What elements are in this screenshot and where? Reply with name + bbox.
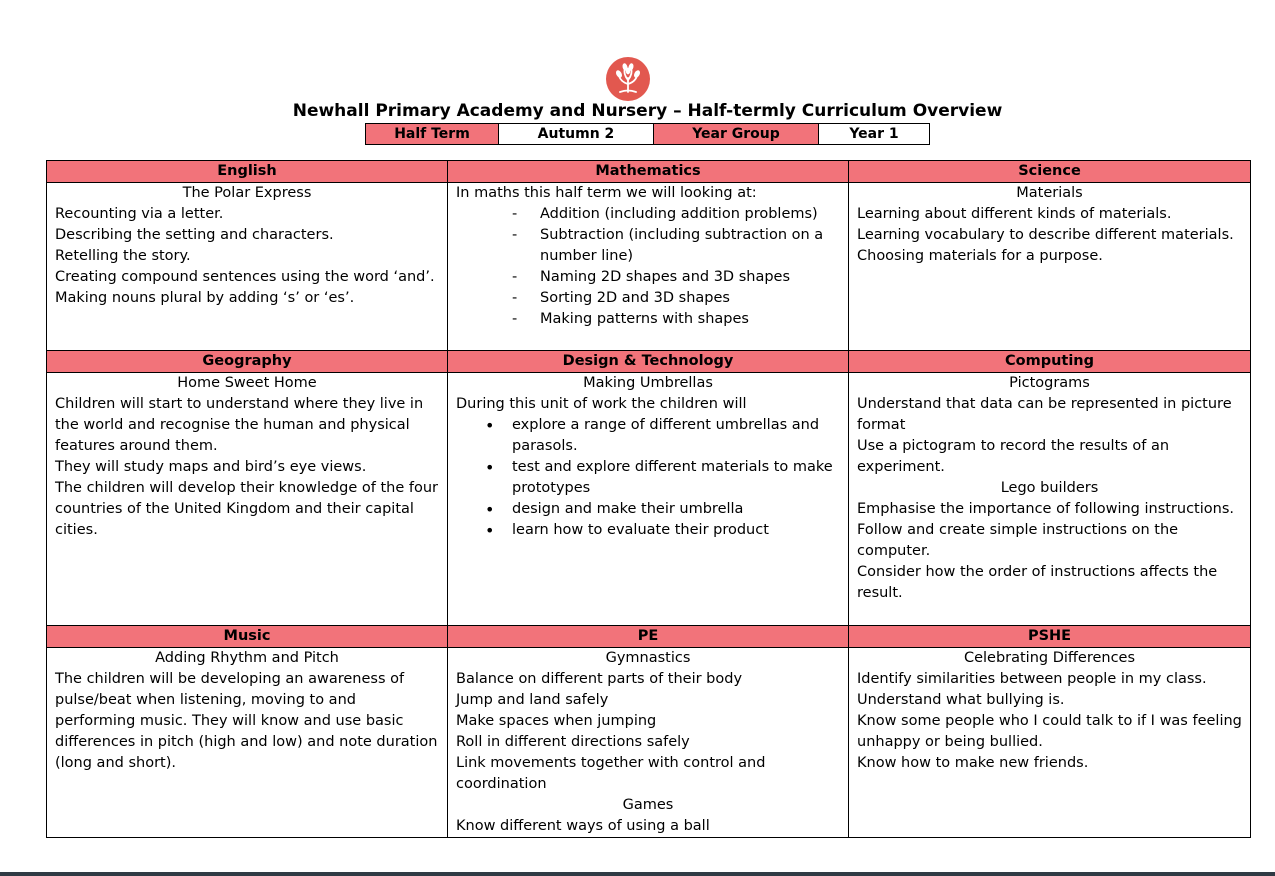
pe-line: Know different ways of using a ball <box>456 818 710 834</box>
dt-list <box>456 415 840 541</box>
school-logo-icon <box>605 56 651 102</box>
computing-line: Follow and create simple instructions on the computer. <box>857 522 1179 559</box>
page-title: Newhall Primary Academy and Nursery – Half-termly Curriculum Overview <box>292 101 1003 121</box>
science-header: Science <box>849 161 1251 183</box>
pe-cell <box>448 648 849 838</box>
pshe-line: Know some people who I could talk to if I was feeling unhappy or being bullied. <box>857 713 1242 750</box>
geography-topic: Home Sweet Home <box>177 375 317 391</box>
science-cell <box>849 183 1251 351</box>
geography-line: The children will develop their knowledge of the four countries of the United Kingdom and their capital cities. <box>55 480 438 538</box>
pshe-line: Identify similarities between people in my class. <box>857 671 1207 687</box>
science-line: Learning about different kinds of materials. <box>857 206 1172 222</box>
pshe-topic: Celebrating Differences <box>963 650 1136 666</box>
pshe-line: Understand what bullying is. <box>857 692 1065 708</box>
pshe-header: PSHE <box>849 626 1251 648</box>
english-line: Recounting via a letter. <box>55 206 224 222</box>
english-header: English <box>47 161 448 183</box>
english-line: Making nouns plural by adding ‘s’ or ‘es’. <box>55 290 355 306</box>
maths-list <box>456 204 840 330</box>
science-topic: Materials <box>1016 185 1083 201</box>
year-group-label: Year Group <box>654 124 819 145</box>
pe-header: PE <box>448 626 849 648</box>
dt-topic: Making Umbrellas <box>583 375 713 391</box>
bottom-edge-bar <box>0 872 1275 876</box>
pe-topic: Gymnastics <box>605 650 691 666</box>
english-cell <box>47 183 448 351</box>
pe-line: Roll in different directions safely <box>456 734 690 750</box>
computing-cell <box>849 373 1251 626</box>
english-line: Creating compound sentences using the word ‘and’. <box>55 269 435 285</box>
pe-line: Balance on different parts of their body <box>456 671 743 687</box>
english-topic: The Polar Express <box>182 185 312 201</box>
pshe-cell <box>849 648 1251 838</box>
computing-line: Consider how the order of instructions affects the result. <box>857 564 1218 601</box>
maths-cell <box>448 183 849 351</box>
dt-header: Design & Technology <box>448 351 849 373</box>
geography-line: They will study maps and bird’s eye views. <box>55 459 367 475</box>
maths-item: - Making patterns with shapes <box>512 309 840 330</box>
maths-item: - Addition (including addition problems) <box>512 204 840 225</box>
maths-intro: In maths this half term we will looking at: <box>456 185 757 201</box>
pshe-line: Know how to make new friends. <box>857 755 1089 771</box>
dt-cell <box>448 373 849 626</box>
science-line: Choosing materials for a purpose. <box>857 248 1103 264</box>
maths-item: - Sorting 2D and 3D shapes <box>512 288 840 309</box>
curriculum-grid <box>46 160 1251 838</box>
maths-item: - Naming 2D shapes and 3D shapes <box>512 267 840 288</box>
music-line: The children will be developing an awareness of pulse/beat when listening, moving to and performing music. They will know and use basic differences in pitch (high and low) and note duration (long and short). <box>55 671 438 771</box>
pe-line: Make spaces when jumping <box>456 713 657 729</box>
year-group-value: Year 1 <box>819 124 930 145</box>
music-topic: Adding Rhythm and Pitch <box>155 650 339 666</box>
geography-header: Geography <box>47 351 448 373</box>
half-term-value: Autumn 2 <box>499 124 654 145</box>
music-header: Music <box>47 626 448 648</box>
dt-item: • explore a range of different umbrellas and parasols. <box>512 415 840 457</box>
term-info-table <box>365 123 930 145</box>
music-cell <box>47 648 448 838</box>
dt-intro: During this unit of work the children will <box>456 396 747 412</box>
maths-header: Mathematics <box>448 161 849 183</box>
dt-item: • test and explore different materials to make prototypes <box>512 457 840 499</box>
computing-topic: Pictograms <box>1009 375 1090 391</box>
geography-cell <box>47 373 448 626</box>
computing-line: Emphasise the importance of following instructions. <box>857 501 1234 517</box>
english-line: Describing the setting and characters. <box>55 227 334 243</box>
computing-line: Use a pictogram to record the results of an experiment. <box>857 438 1170 475</box>
computing-header: Computing <box>849 351 1251 373</box>
pe-line: Link movements together with control and coordination <box>456 755 766 792</box>
dt-item: • design and make their umbrella <box>512 499 840 520</box>
maths-item: - Subtraction (including subtraction on a number line) <box>512 225 840 267</box>
geography-line: Children will start to understand where they live in the world and recognise the human and physical features around them. <box>55 396 424 454</box>
science-line: Learning vocabulary to describe different materials. <box>857 227 1234 243</box>
half-term-label: Half Term <box>366 124 499 145</box>
dt-item: • learn how to evaluate their product <box>512 520 840 541</box>
pe-line: Jump and land safely <box>456 692 609 708</box>
computing-line: Understand that data can be represented in picture format <box>857 396 1232 433</box>
pe-topic-2: Games <box>622 797 674 813</box>
english-line: Retelling the story. <box>55 248 191 264</box>
computing-topic-2: Lego builders <box>1000 480 1099 496</box>
